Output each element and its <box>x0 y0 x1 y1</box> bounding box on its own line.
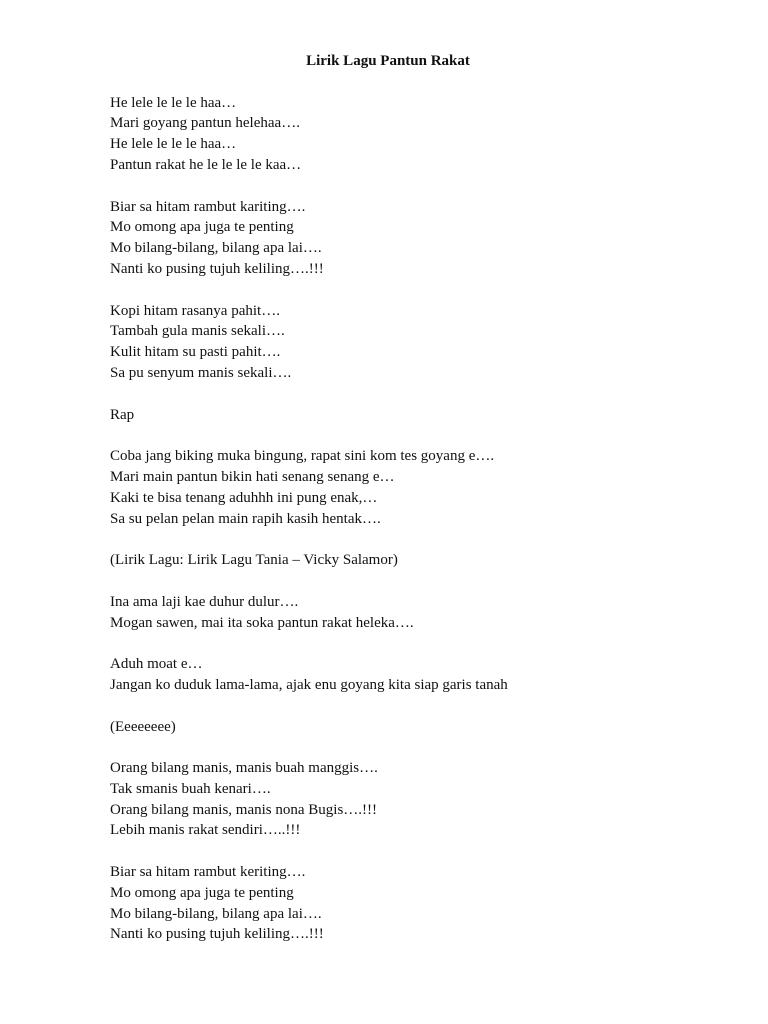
blank-line <box>0 529 768 550</box>
blank-line <box>0 841 768 862</box>
document-title: Lirik Lagu Pantun Rakat <box>306 53 470 69</box>
lyric-line: Sa su pelan pelan main rapih kasih hentak…. <box>110 510 381 527</box>
lyric-line: Mari goyang pantun helehaa…. <box>110 115 300 132</box>
blank-line <box>0 280 768 301</box>
lyric-line: Lebih manis rakat sendiri…..!!! <box>110 822 301 839</box>
lyric-line: Kaki te bisa tenang aduhhh ini pung enak,… <box>110 489 378 506</box>
blank-line <box>0 633 768 654</box>
lyric-line: Kulit hitam su pasti pahit…. <box>110 344 281 361</box>
lyric-line: He lele le le le haa… <box>110 94 237 111</box>
lyric-line: Kopi hitam rasanya pahit…. <box>110 302 280 319</box>
blank-line <box>0 384 768 405</box>
lyric-line: Tambah gula manis sekali…. <box>110 323 285 340</box>
document-page <box>0 51 768 945</box>
lyric-line: Aduh moat e… <box>110 656 203 673</box>
lyric-line: Orang bilang manis, manis nona Bugis….!!! <box>110 801 378 818</box>
lyric-line: Biar sa hitam rambut kariting…. <box>110 198 306 215</box>
lyric-line: Sa pu senyum manis sekali…. <box>110 364 292 381</box>
lyrics-body <box>0 72 768 945</box>
lyric-line: Mo bilang-bilang, bilang apa lai…. <box>110 905 322 922</box>
lyric-line: Nanti ko pusing tujuh keliling….!!! <box>110 260 324 277</box>
lyric-line: He lele le le le haa… <box>110 136 237 153</box>
lyric-line: (Eeeeeeee) <box>110 718 176 735</box>
lyric-line: Mari main pantun bikin hati senang senang e… <box>110 468 395 485</box>
blank-line <box>0 696 768 717</box>
lyric-line: Jangan ko duduk lama-lama, ajak enu goyang kita siap garis tanah <box>110 676 508 693</box>
blank-line <box>0 737 768 758</box>
lyric-line: Coba jang biking muka bingung, rapat sini kom tes goyang e…. <box>110 448 495 465</box>
lyric-line: Mogan sawen, mai ita soka pantun rakat heleka…. <box>110 614 414 631</box>
blank-line <box>0 72 768 93</box>
blank-line <box>0 571 768 592</box>
lyric-line: Nanti ko pusing tujuh keliling….!!! <box>110 926 324 943</box>
lyric-line: Biar sa hitam rambut keriting…. <box>110 864 306 881</box>
lyric-line: Mo omong apa juga te penting <box>110 219 294 236</box>
lyric-line: Pantun rakat he le le le le kaa… <box>110 156 302 173</box>
lyric-line: Mo omong apa juga te penting <box>110 884 294 901</box>
lyric-line: Mo bilang-bilang, bilang apa lai…. <box>110 240 322 257</box>
blank-line <box>0 425 768 446</box>
lyric-line: Tak smanis buah kenari…. <box>110 780 271 797</box>
blank-line <box>0 176 768 197</box>
lyric-line: Ina ama laji kae duhur dulur…. <box>110 593 299 610</box>
lyric-line: Orang bilang manis, manis buah manggis…. <box>110 760 378 777</box>
lyric-line: (Lirik Lagu: Lirik Lagu Tania – Vicky Salamor) <box>110 552 398 569</box>
lyric-line: Rap <box>110 406 135 423</box>
